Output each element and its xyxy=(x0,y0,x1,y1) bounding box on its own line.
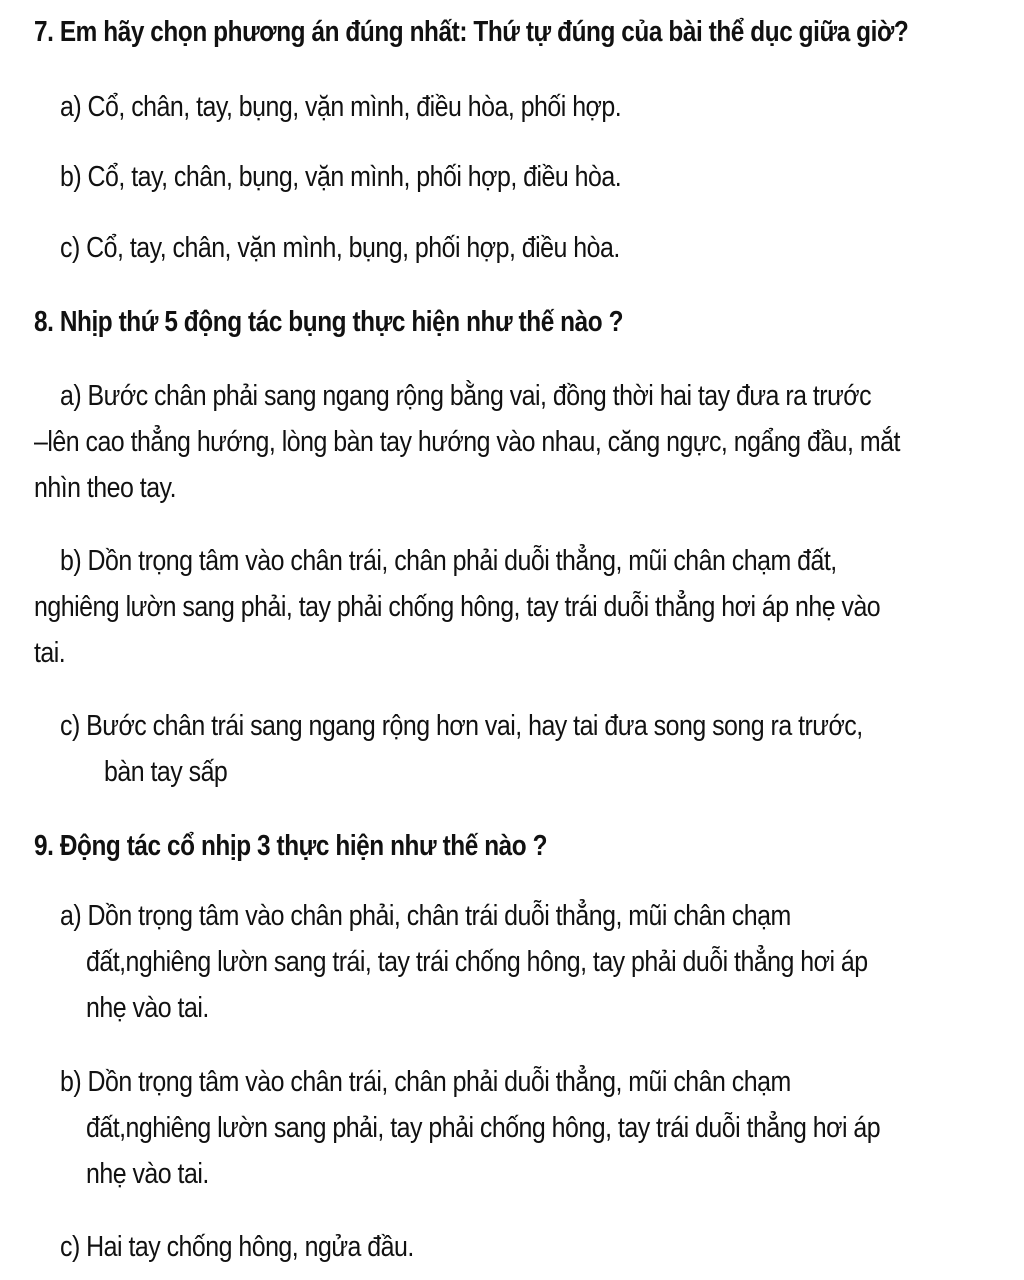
question-9-option-c: c) Hai tay chống hông, ngửa đầu. xyxy=(60,1231,414,1263)
question-7-option-b: b) Cổ, tay, chân, bụng, vặn mình, phối hợp, điều hòa. xyxy=(60,161,622,193)
question-8-option-b-line-3: tai. xyxy=(34,637,66,669)
question-9-option-b-line-2: đất,nghiêng lườn sang phải, tay phải chống hông, tay trái duỗi thẳng hơi áp xyxy=(86,1112,881,1144)
question-8-option-c-line-2: bàn tay sấp xyxy=(104,756,228,788)
question-8-option-a-line-1: a) Bước chân phải sang ngang rộng bằng vai, đồng thời hai tay đưa ra trước xyxy=(60,380,872,412)
question-9-option-a-line-2: đất,nghiêng lườn sang trái, tay trái chống hông, tay phải duỗi thẳng hơi áp xyxy=(86,946,868,978)
question-7-option-a: a) Cổ, chân, tay, bụng, vặn mình, điều hòa, phối hợp. xyxy=(60,91,622,123)
question-9-title: 9. Động tác cổ nhịp 3 thực hiện như thế nào ? xyxy=(34,830,548,862)
question-7-title: 7. Em hãy chọn phương án đúng nhất: Thứ tự đúng của bài thể dục giữa giờ? xyxy=(34,16,909,48)
question-8-option-a-line-2: –lên cao thẳng hướng, lòng bàn tay hướng vào nhau, căng ngực, ngẩng đầu, mắt xyxy=(34,426,900,458)
question-8-option-c-line-1: c) Bước chân trái sang ngang rộng hơn vai, hay tai đưa song song ra trước, xyxy=(60,710,863,742)
question-8-option-b-line-2: nghiêng lườn sang phải, tay phải chống hông, tay trái duỗi thẳng hơi áp nhẹ vào xyxy=(34,591,881,623)
question-9-option-b-line-1: b) Dồn trọng tâm vào chân trái, chân phải duỗi thẳng, mũi chân chạm xyxy=(60,1066,791,1098)
question-8-option-a-line-3: nhìn theo tay. xyxy=(34,472,177,504)
question-8-title: 8. Nhịp thứ 5 động tác bụng thực hiện như thế nào ? xyxy=(34,306,624,338)
question-9-option-a-line-3: nhẹ vào tai. xyxy=(86,992,209,1024)
question-9-option-b-line-3: nhẹ vào tai. xyxy=(86,1158,209,1190)
question-9-option-a-line-1: a) Dồn trọng tâm vào chân phải, chân trái duỗi thẳng, mũi chân chạm xyxy=(60,900,791,932)
question-8-option-b-line-1: b) Dồn trọng tâm vào chân trái, chân phải duỗi thẳng, mũi chân chạm đất, xyxy=(60,545,837,577)
question-7-option-c: c) Cổ, tay, chân, vặn mình, bụng, phối hợp, điều hòa. xyxy=(60,232,620,264)
